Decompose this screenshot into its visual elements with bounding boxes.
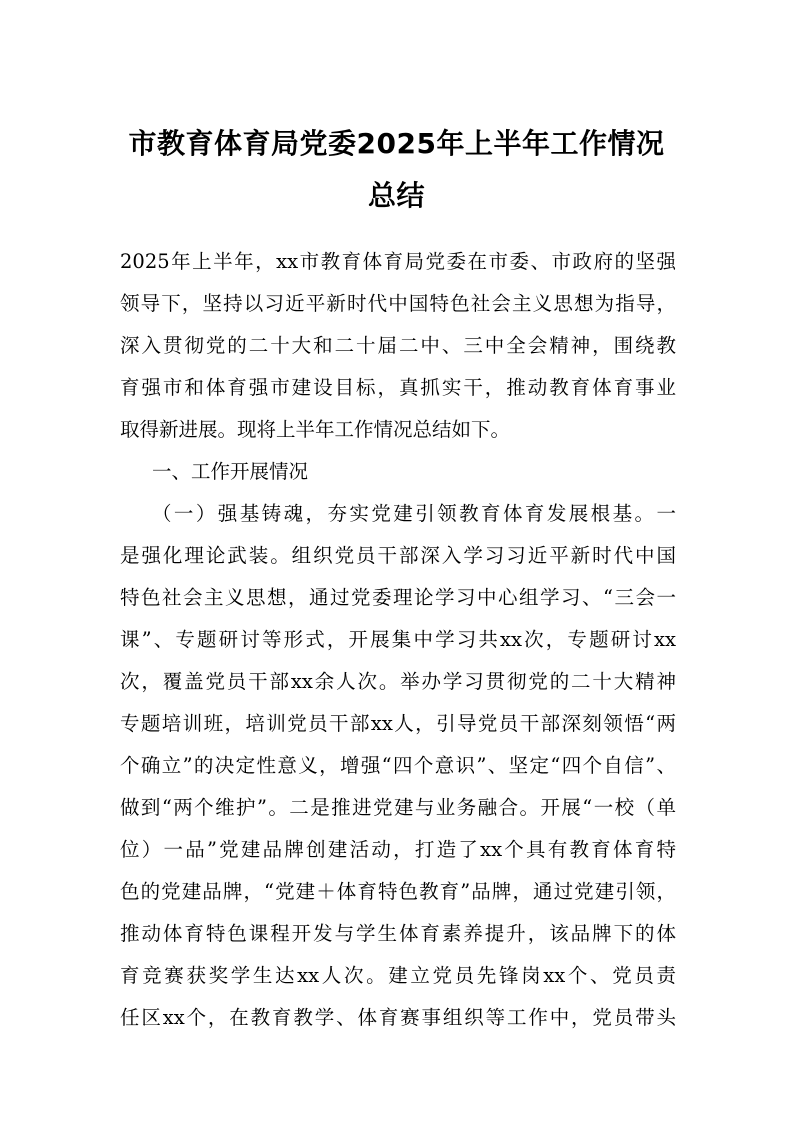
paragraph-line: 2025年上半年，xx市教育体育局党委在市委、市政府的坚强 xyxy=(120,250,676,273)
paragraph-line: 育强市和体育强市建设目标，真抓实干，推动教育体育事业 xyxy=(120,376,676,399)
document-title-continued: 总结 xyxy=(367,179,425,212)
paragraph-line: 色的党建品牌，“党建＋体育特色教育”品牌，通过党建引领， xyxy=(120,880,676,903)
paragraph-line: 特色社会主义思想，通过党委理论学习中心组学习、“三会一 xyxy=(120,586,676,609)
paragraph-line: 取得新进展。现将上半年工作情况总结如下。 xyxy=(120,418,511,441)
paragraph-line: 任区xx个，在教育教学、体育赛事组织等工作中，党员带头 xyxy=(120,1006,676,1029)
subsection-heading-line: （一）强基铸魂，夯实党建引领教育体育发展根基。一 xyxy=(152,502,676,525)
paragraph-line: 育竞赛获奖学生达xx人次。建立党员先锋岗xx个、党员责 xyxy=(120,964,676,987)
paragraph-line: 专题培训班，培训党员干部xx人，引导党员干部深刻领悟“两 xyxy=(120,712,676,735)
paragraph-line: 个确立”的决定性意义，增强“四个意识”、坚定“四个自信”、 xyxy=(120,754,676,777)
document-title: 市教育体育局党委2025年上半年工作情况 xyxy=(128,127,665,160)
paragraph-line: 课”、专题研讨等形式，开展集中学习共xx次，专题研讨xx xyxy=(120,628,676,651)
section-heading: 一、工作开展情况 xyxy=(152,460,309,483)
paragraph-line: 位）一品”党建品牌创建活动，打造了xx个具有教育体育特 xyxy=(120,838,676,861)
paragraph-line: 推动体育特色课程开发与学生体育素养提升，该品牌下的体 xyxy=(120,922,676,945)
paragraph-line: 深入贯彻党的二十大和二十届二中、三中全会精神，围绕教 xyxy=(120,334,676,357)
paragraph-line: 做到“两个维护”。二是推进党建与业务融合。开展“一校（单 xyxy=(120,796,676,819)
paragraph-line: 是强化理论武装。组织党员干部深入学习习近平新时代中国 xyxy=(120,544,676,567)
paragraph-line: 领导下，坚持以习近平新时代中国特色社会主义思想为指导， xyxy=(120,292,676,315)
paragraph-line: 次，覆盖党员干部xx余人次。举办学习贯彻党的二十大精神 xyxy=(120,670,676,693)
